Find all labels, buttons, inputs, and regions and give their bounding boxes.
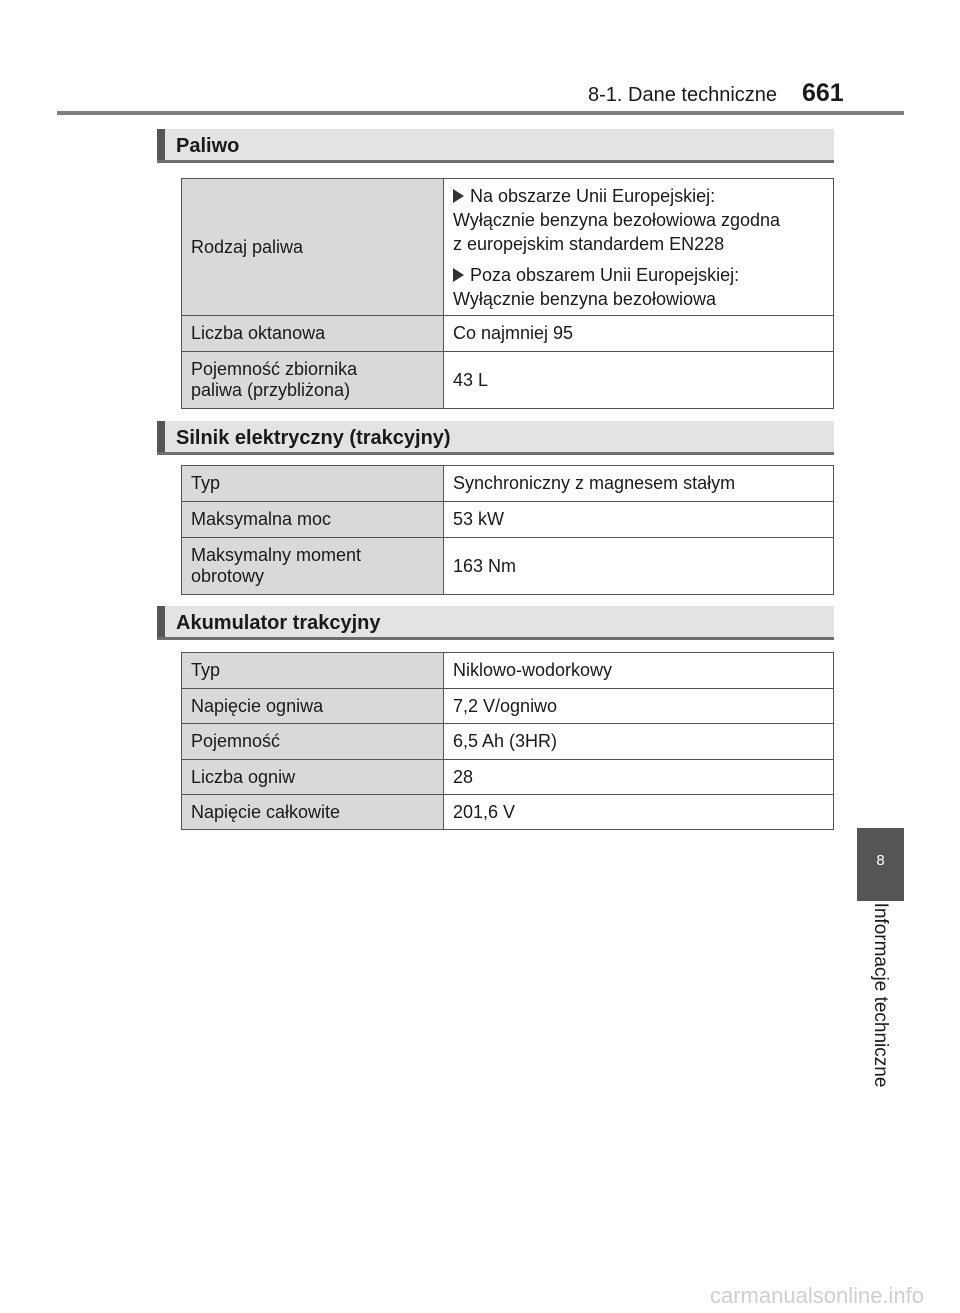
spec-key: Maksymalna moc bbox=[182, 502, 444, 538]
section-title: Paliwo bbox=[176, 135, 240, 157]
spec-key: Maksymalny moment obrotowy bbox=[182, 538, 444, 595]
spec-value: 163 Nm bbox=[444, 538, 834, 595]
heading-bar bbox=[157, 421, 165, 452]
spec-key: Pojemność zbiornika paliwa (przybliżona) bbox=[182, 352, 444, 409]
spec-value: 6,5 Ah (3HR) bbox=[444, 724, 834, 760]
section-title: Akumulator trakcyjny bbox=[176, 612, 381, 634]
spec-value: 201,6 V bbox=[444, 795, 834, 830]
spec-value: Niklowo-wodorkowy bbox=[444, 653, 834, 689]
table-row bbox=[182, 795, 834, 830]
watermark: carmanualsonline.info bbox=[710, 1283, 925, 1308]
page-header bbox=[0, 0, 960, 120]
section-heading-paliwo bbox=[157, 129, 834, 163]
chapter-title: 8-1. Dane techniczne bbox=[588, 84, 778, 106]
triangle-bullet-icon bbox=[453, 189, 464, 203]
spec-value: 53 kW bbox=[444, 502, 834, 538]
table-row bbox=[182, 689, 834, 724]
spec-key: Liczba ogniw bbox=[182, 760, 444, 795]
table-row bbox=[182, 316, 834, 352]
spec-key: Rodzaj paliwa bbox=[182, 179, 444, 316]
chapter-tab bbox=[857, 828, 904, 901]
heading-bar bbox=[157, 606, 165, 637]
spec-key: Typ bbox=[182, 466, 444, 502]
spec-value: Synchroniczny z magnesem stałym bbox=[444, 466, 834, 502]
spec-table-paliwo bbox=[181, 178, 834, 409]
section-heading-silnik bbox=[157, 421, 834, 455]
section-heading-akumulator bbox=[157, 606, 834, 640]
spec-table-akumulator bbox=[181, 652, 834, 830]
table-row bbox=[182, 538, 834, 595]
table-row bbox=[182, 502, 834, 538]
spec-table-silnik bbox=[181, 465, 834, 595]
chapter-side-label: Informacje techniczne bbox=[870, 902, 891, 1088]
table-row bbox=[182, 653, 834, 689]
header-rule bbox=[57, 111, 904, 115]
spec-key: Napięcie ogniwa bbox=[182, 689, 444, 724]
spec-key: Typ bbox=[182, 653, 444, 689]
spec-key: Liczba oktanowa bbox=[182, 316, 444, 352]
page-number: 661 bbox=[802, 79, 844, 107]
chapter-number: 8 bbox=[876, 852, 885, 869]
spec-value: 28 bbox=[444, 760, 834, 795]
bullet-item: Na obszarze Unii Europejskiej: Wyłącznie benzyna bezołowiowa zgodna z europejskim standardem EN228 bbox=[453, 185, 781, 254]
table-row bbox=[182, 466, 834, 502]
section-title: Silnik elektryczny (trakcyjny) bbox=[176, 427, 451, 449]
spec-value: 7,2 V/ogniwo bbox=[444, 689, 834, 724]
bullet-item: Poza obszarem Unii Europejskiej: Wyłącznie benzyna bezołowiowa bbox=[453, 264, 740, 309]
heading-bar bbox=[157, 129, 165, 160]
table-row bbox=[182, 352, 834, 409]
table-row bbox=[182, 724, 834, 760]
spec-key: Napięcie całkowite bbox=[182, 795, 444, 830]
spec-value bbox=[444, 179, 834, 316]
spec-value: Co najmniej 95 bbox=[444, 316, 834, 352]
table-row bbox=[182, 760, 834, 795]
table-row bbox=[182, 179, 834, 316]
triangle-bullet-icon bbox=[453, 268, 464, 282]
spec-value: 43 L bbox=[444, 352, 834, 409]
spec-key: Pojemność bbox=[182, 724, 444, 760]
